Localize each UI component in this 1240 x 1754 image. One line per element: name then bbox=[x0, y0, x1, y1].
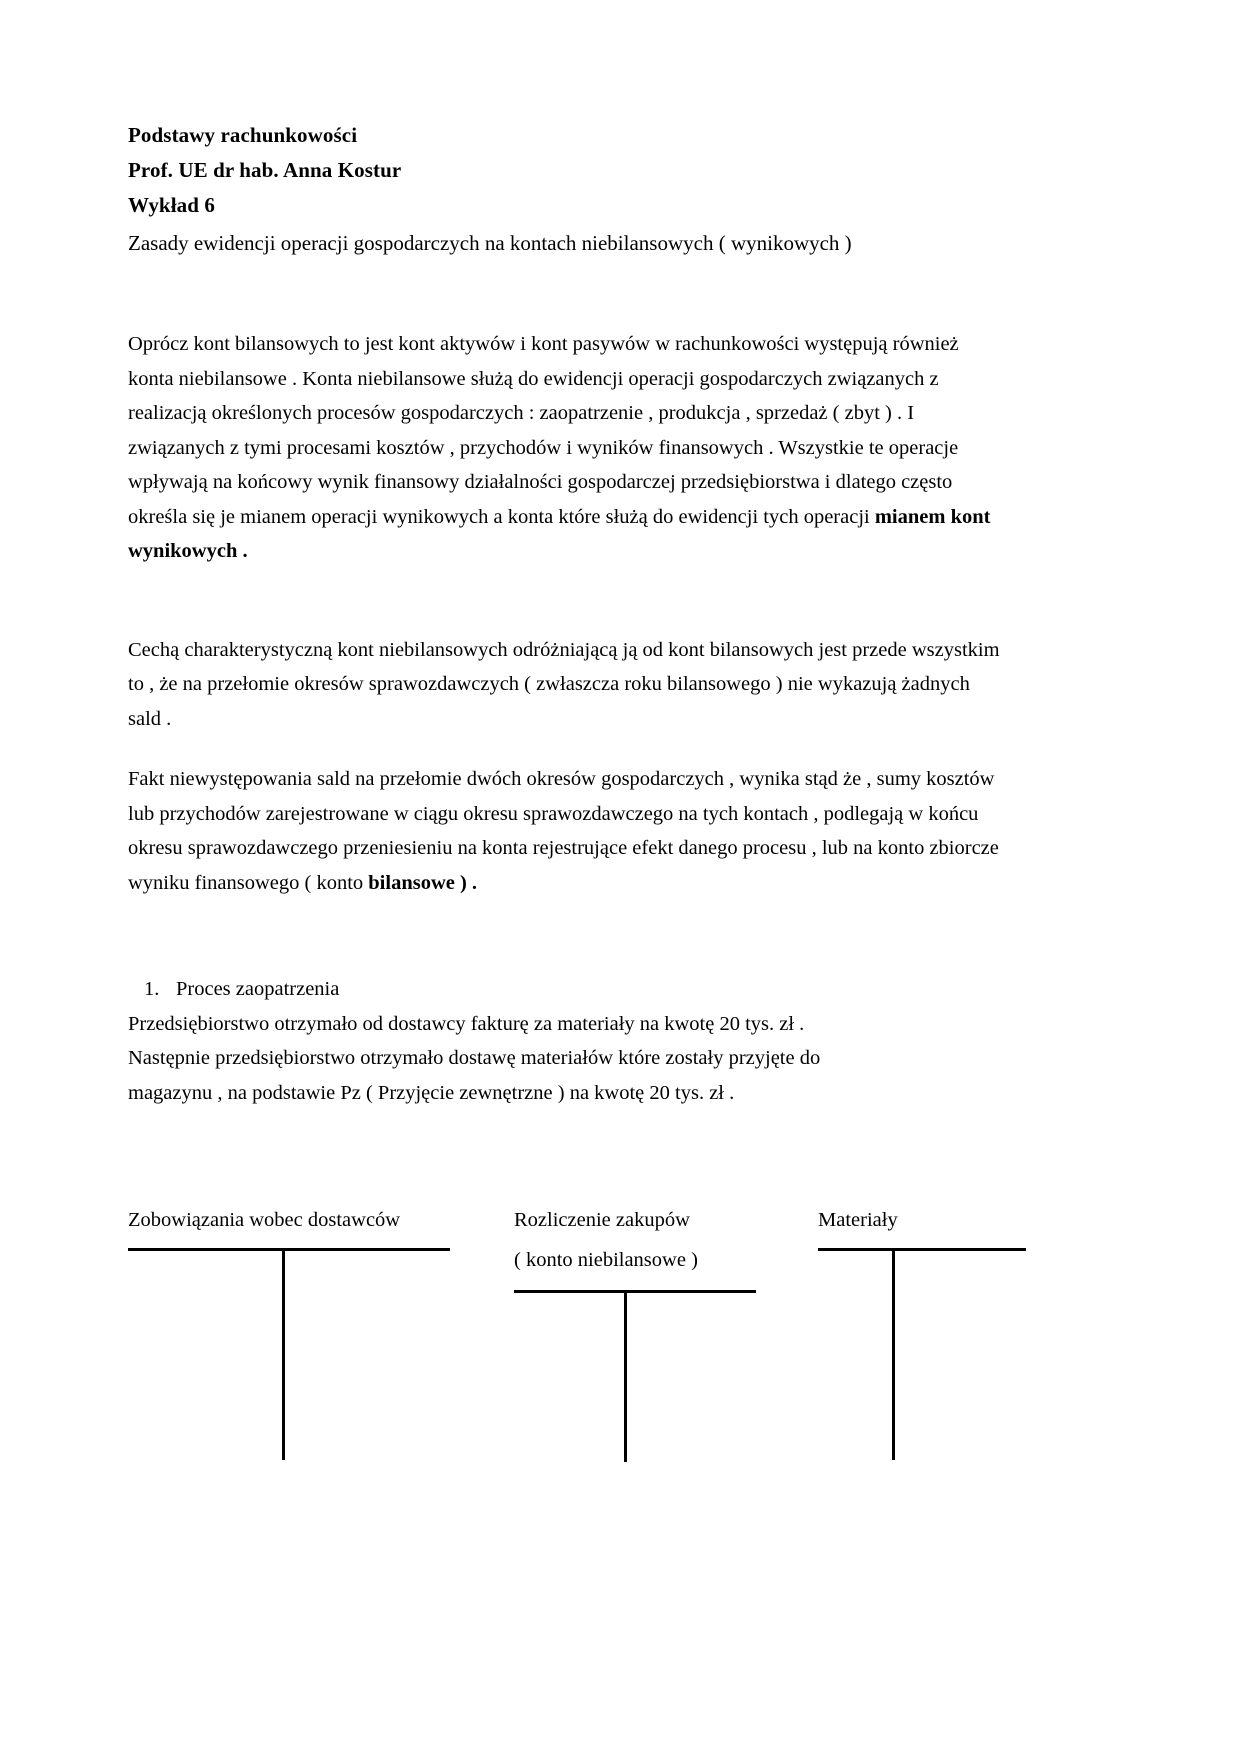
paragraph-2: Cechą charakterystyczną kont niebilansowych odróżniającą ją od kont bilansowych jest przede wszystkim to , że na przełomie okresów sprawozdawczych ( zwłaszcza roku bilansowego ) nie wykazują żadnych sald . bbox=[128, 638, 1000, 730]
t-account-purchase-settlement bbox=[514, 1206, 780, 1293]
course-title: Podstawy rachunkowości bbox=[128, 123, 358, 147]
t-account-horizontal-rule bbox=[128, 1248, 450, 1251]
section-heading: Proces zaopatrzenia bbox=[176, 978, 340, 1000]
t-account-diagram-group bbox=[128, 1206, 1000, 1516]
t-account-materials-title: Materiały bbox=[818, 1209, 898, 1231]
section-line-1: Przedsiębiorstwo otrzymało od dostawcy fakturę za materiały na kwotę 20 tys. zł . bbox=[128, 1012, 805, 1035]
t-account-materials bbox=[818, 1206, 1036, 1251]
document-subtitle: Zasady ewidencji operacji gospodarczych na kontach niebilansowych ( wynikowych ) bbox=[128, 231, 852, 255]
t-account-horizontal-rule bbox=[514, 1290, 756, 1293]
lecturer-name: Prof. UE dr hab. Anna Kostur bbox=[128, 158, 402, 182]
paragraph-1-text: Oprócz kont bilansowych to jest kont aktywów i kont pasywów w rachunkowości występują również konta niebilansowe . Konta niebilansowe służą do ewidencji operacji gospodarczych związanych z realizacją określonych procesów gospodarczych : zaopatrzenie , produkcja , sprzedaż ( zbyt ) . I związanych z tymi procesami kosztów , przychodów i wyników finansowych . Wszystkie te operacje wpływają na końcowy wynik finansowy działalności gospodarczej przedsiębiorstwa i dlatego często określa się je mianem operacji wynikowych a konta które służą do ewidencji tych operacji bbox=[128, 333, 959, 528]
t-account-liabilities bbox=[128, 1206, 458, 1251]
lecture-number: Wykład 6 bbox=[128, 193, 215, 217]
paragraph-1 bbox=[128, 327, 1000, 569]
t-account-horizontal-rule bbox=[818, 1248, 1026, 1251]
section-line-3: magazynu , na podstawie Pz ( Przyjęcie zewnętrzne ) na kwotę 20 tys. zł . bbox=[128, 1081, 735, 1104]
t-account-liabilities-title: Zobowiązania wobec dostawców bbox=[128, 1209, 401, 1231]
section-block bbox=[128, 972, 1000, 1110]
t-account-vertical-rule bbox=[282, 1248, 285, 1460]
t-account-liabilities-shape bbox=[128, 1248, 458, 1251]
page-content bbox=[128, 0, 1000, 1516]
document-header bbox=[128, 0, 1000, 261]
t-account-materials-shape bbox=[818, 1248, 1036, 1251]
t-account-purchase-settlement-shape bbox=[514, 1290, 780, 1293]
section-line-2: Następnie przedsiębiorstwo otrzymało dostawę materiałów które zostały przyjęte do bbox=[128, 1047, 821, 1069]
section-number: 1. bbox=[144, 978, 160, 1000]
paragraph-1-bold-tail: mianem kont wynikowych . bbox=[128, 505, 991, 562]
t-account-vertical-rule bbox=[624, 1290, 627, 1462]
t-account-vertical-rule bbox=[892, 1248, 895, 1460]
list-item bbox=[128, 972, 1000, 1007]
paragraph-3-text: Fakt niewystępowania sald na przełomie dwóch okresów gospodarczych , wynika stąd że , sumy kosztów lub przychodów zarejestrowane w ciągu okresu sprawozdawczego na tych kontach , podlegają w końcu okresu sprawozdawczego przeniesieniu na konta rejestrujące efekt danego procesu , lub na konto zbiorcze wyniku finansowego ( konto bbox=[128, 768, 999, 894]
t-account-purchase-settlement-title: Rozliczenie zakupów bbox=[514, 1209, 690, 1231]
paragraph-3 bbox=[128, 762, 1000, 900]
paragraph-3-bold-tail: bilansowe ) . bbox=[368, 871, 478, 894]
t-account-purchase-settlement-subtitle: ( konto niebilansowe ) bbox=[514, 1249, 698, 1271]
